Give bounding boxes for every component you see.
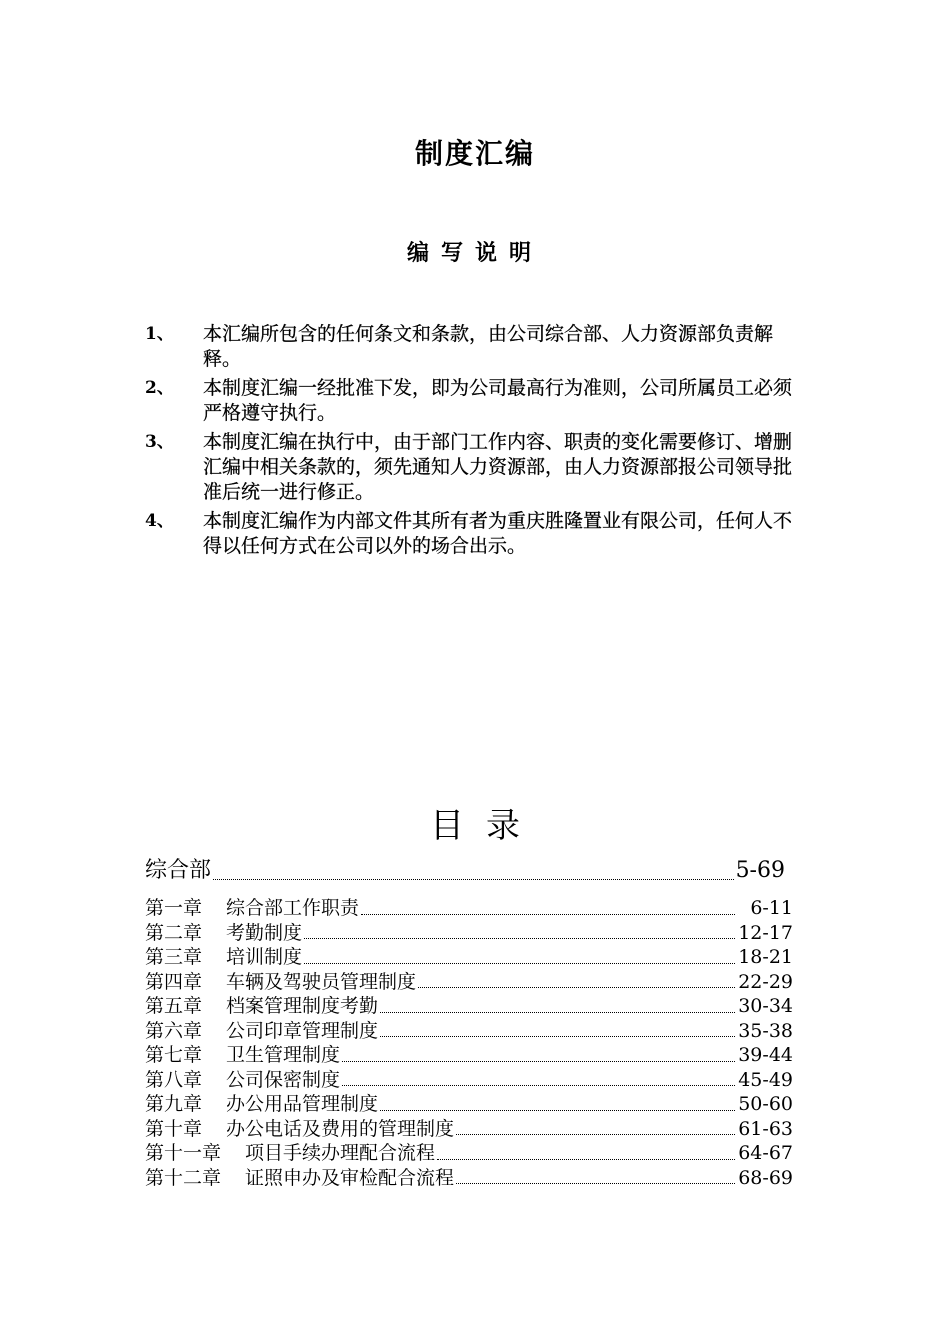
toc-chapter-number: 第九章 — [145, 1093, 203, 1115]
section-subtitle: 编写说明 — [406, 241, 543, 266]
toc-section-row — [145, 856, 785, 886]
toc-chapter-number: 第十二章 — [145, 1166, 222, 1189]
note-number: 3、 — [145, 432, 174, 452]
toc-chapter-title: 办公用品管理制度 — [226, 1093, 379, 1115]
toc-row — [145, 945, 793, 970]
toc-chapter-pages: 45-49 — [738, 1068, 793, 1091]
toc-row — [145, 921, 793, 946]
note-text: 本制度汇编作为内部文件其所有者为重庆胜隆置业有限公司，任何人不得以任何方式在公司以外的场合出示。 — [203, 510, 793, 557]
note-item — [145, 322, 810, 372]
toc-chapter-pages: 35-38 — [738, 1019, 793, 1042]
toc-chapter-pages: 22-29 — [738, 970, 793, 993]
toc-chapter-number: 第四章 — [145, 970, 203, 993]
toc-leader — [361, 914, 735, 915]
toc-row — [145, 896, 793, 921]
toc-chapter-title: 卫生管理制度 — [226, 1044, 341, 1066]
toc-leader — [304, 963, 735, 964]
toc-chapter-pages: 50-60 — [738, 1093, 793, 1115]
toc-chapter-number: 第一章 — [145, 897, 203, 919]
toc-leader — [380, 1110, 735, 1111]
toc-row — [145, 1043, 793, 1068]
toc-leader — [342, 1085, 735, 1086]
toc-chapter-number: 第七章 — [145, 1044, 203, 1066]
note-text: 本汇编所包含的任何条文和条款，由公司综合部、人力资源部负责解释。 — [203, 323, 774, 370]
toc-row — [145, 1166, 793, 1191]
toc-leader — [304, 938, 735, 939]
toc-leader — [437, 1159, 735, 1160]
note-number: 1、 — [145, 324, 174, 344]
toc-row — [145, 1019, 793, 1044]
note-item — [145, 509, 810, 559]
toc-leader — [342, 1061, 735, 1062]
toc-chapter-pages: 68-69 — [738, 1166, 793, 1189]
toc-row — [145, 994, 793, 1019]
toc-row — [145, 1092, 793, 1117]
toc-row — [145, 1068, 793, 1093]
toc-chapter-title: 培训制度 — [226, 946, 303, 968]
toc-chapter-title: 公司保密制度 — [226, 1068, 341, 1091]
toc-chapter-title: 公司印章管理制度 — [226, 1019, 379, 1042]
toc-chapter-pages: 64-67 — [738, 1142, 793, 1164]
toc-chapter-number: 第五章 — [145, 995, 203, 1017]
toc-chapter-pages: 61-63 — [738, 1117, 793, 1140]
toc-row — [145, 1141, 793, 1166]
toc-chapter-title: 证照申办及审检配合流程 — [245, 1166, 455, 1189]
toc-leader — [456, 1183, 735, 1184]
toc-list — [145, 896, 793, 1190]
toc-chapter-pages: 18-21 — [738, 946, 793, 968]
toc-chapter-title: 档案管理制度考勤 — [226, 995, 379, 1017]
toc-leader — [213, 879, 734, 880]
toc-leader — [418, 987, 735, 988]
toc-chapter-pages: 39-44 — [738, 1044, 793, 1066]
toc-chapter-title: 车辆及驾驶员管理制度 — [226, 970, 417, 993]
toc-chapter-pages: 6-11 — [750, 897, 793, 919]
toc-chapter-title: 综合部工作职责 — [226, 897, 360, 919]
note-item — [145, 376, 810, 426]
toc-chapter-pages: 12-17 — [738, 921, 793, 944]
toc-section-label: 综合部 — [145, 858, 212, 883]
note-item — [145, 430, 810, 505]
note-number: 2、 — [145, 378, 174, 398]
toc-chapter-title: 项目手续办理配合流程 — [245, 1142, 436, 1164]
toc-chapter-pages: 30-34 — [738, 995, 793, 1017]
toc-leader — [380, 1036, 735, 1037]
toc-chapter-number: 第二章 — [145, 921, 203, 944]
toc-title: 目录 — [430, 806, 542, 846]
toc-leader — [456, 1134, 735, 1135]
toc-chapter-number: 第三章 — [145, 946, 203, 968]
toc-chapter-number: 第十章 — [145, 1117, 203, 1140]
toc-leader — [380, 1012, 735, 1013]
toc-chapter-title: 办公电话及费用的管理制度 — [226, 1117, 455, 1140]
toc-chapter-number: 第六章 — [145, 1019, 203, 1042]
toc-chapter-number: 第十一章 — [145, 1142, 222, 1164]
document-title: 制度汇编 — [414, 137, 535, 170]
toc-row — [145, 1117, 793, 1142]
note-text: 本制度汇编一经批准下发，即为公司最高行为准则，公司所属员工必须严格遵守执行。 — [203, 377, 793, 424]
note-text: 本制度汇编在执行中，由于部门工作内容、职责的变化需要修订、增删汇编中相关条款的，须先通知人力资源部，由人力资源部报公司领导批准后统一进行修正。 — [203, 431, 793, 503]
toc-section-pages: 5-69 — [735, 858, 785, 883]
toc-chapter-number: 第八章 — [145, 1068, 203, 1091]
notes-list — [145, 322, 810, 563]
note-number: 4、 — [145, 511, 174, 531]
toc-row — [145, 970, 793, 995]
toc-chapter-title: 考勤制度 — [226, 921, 303, 944]
